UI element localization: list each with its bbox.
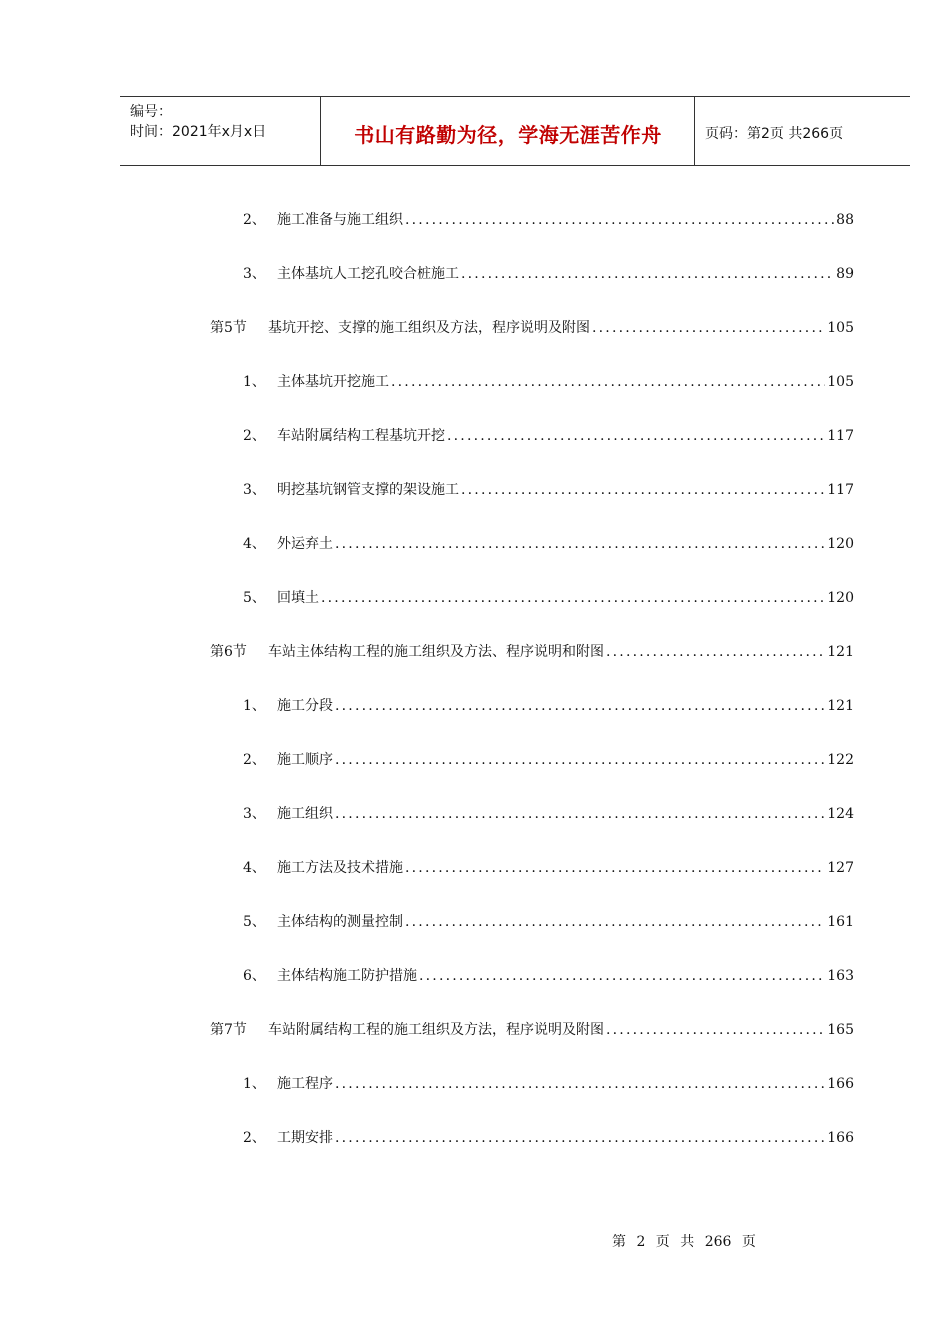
toc-entry[interactable] [243,533,854,553]
toc-entry-title: 基坑开挖、支撑的施工组织及方法，程序说明及附图 [268,320,590,336]
toc-entry-number: 第7节 [210,1022,247,1038]
toc-leader-dots [405,860,825,876]
toc-entry-title: 施工分段 [277,698,333,714]
toc-entry-page: 121 [827,644,854,660]
toc-entry-number: 1、 [243,698,266,714]
toc-entry-number: 第5节 [210,320,247,336]
toc-entry[interactable] [243,1073,854,1093]
toc-section-entry[interactable] [210,641,854,661]
toc-leader-dots [606,1022,825,1038]
motto-text: 书山有路勤为径，学海无涯苦作舟 [354,123,662,147]
toc-entry-title: 施工准备与施工组织 [277,212,403,228]
toc-entry[interactable] [243,749,854,769]
toc-entry-page: 105 [827,320,854,336]
toc-leader-dots [335,752,825,768]
toc-entry[interactable] [243,857,854,877]
toc-leader-dots [592,320,825,336]
toc-entry-page: 166 [827,1130,854,1146]
toc-leader-dots [321,590,825,606]
toc-entry-page: 165 [827,1022,854,1038]
header-motto-cell [321,97,695,165]
toc-entry-page: 105 [827,374,854,390]
toc-entry-page: 120 [827,536,854,552]
toc-entry[interactable] [243,965,854,985]
toc-entry-page: 124 [827,806,854,822]
toc-entry-number: 1、 [243,1076,266,1092]
toc-leader-dots [461,266,834,282]
toc-entry-number: 5、 [243,914,266,930]
toc-entry[interactable] [243,911,854,931]
toc-entry-title: 主体结构施工防护措施 [277,968,417,984]
toc-entry-title: 外运弃土 [277,536,333,552]
toc-entry-number: 3、 [243,806,266,822]
toc-entry-title: 主体基坑开挖施工 [277,374,389,390]
number-label: 编号： [130,104,172,120]
toc-leader-dots [606,644,825,660]
toc-entry-number: 1、 [243,374,266,390]
toc-entry-number: 2、 [243,1130,266,1146]
header-table [120,96,910,166]
toc-entry-page: 121 [827,698,854,714]
header-page-label: 页码：第2页 共266页 [705,126,844,142]
toc-entry-title: 施工顺序 [277,752,333,768]
footer-page-number: 第 2 页 共 266 页 [612,1234,756,1250]
toc-entry-page: 122 [827,752,854,768]
toc-entry-title: 车站主体结构工程的施工组织及方法、程序说明和附图 [268,644,604,660]
toc-entry-number: 2、 [243,212,266,228]
toc-entry-title: 主体基坑人工挖孔咬合桩施工 [277,266,459,282]
toc-leader-dots [335,1076,825,1092]
toc-entry[interactable] [243,371,854,391]
toc-entry[interactable] [243,803,854,823]
toc-entry-page: 89 [836,266,854,282]
toc-leader-dots [405,914,825,930]
toc-leader-dots [447,428,825,444]
toc-entry-number: 5、 [243,590,266,606]
toc-entry[interactable] [243,209,854,229]
toc-leader-dots [391,374,825,390]
toc-entry-number: 6、 [243,968,266,984]
header-page-cell [695,97,910,165]
toc-entry-title: 工期安排 [277,1130,333,1146]
toc-entry-number: 4、 [243,536,266,552]
toc-entry-number: 3、 [243,266,266,282]
toc-entry-title: 明挖基坑钢管支撑的架设施工 [277,482,459,498]
toc-leader-dots [461,482,825,498]
toc-entry-title: 回填土 [277,590,319,606]
toc-entry-title: 施工组织 [277,806,333,822]
toc-leader-dots [335,698,825,714]
toc-section-entry[interactable] [210,1019,854,1039]
toc-entry-number: 第6节 [210,644,247,660]
toc-entry[interactable] [243,479,854,499]
toc-entry-page: 161 [827,914,854,930]
toc-leader-dots [405,212,834,228]
toc-leader-dots [335,806,825,822]
toc-section-entry[interactable] [210,317,854,337]
time-label: 时间：2021年x月x日 [130,124,267,140]
toc-entry-page: 166 [827,1076,854,1092]
toc-entry-title: 施工方法及技术措施 [277,860,403,876]
toc-entry-number: 2、 [243,752,266,768]
toc-entry[interactable] [243,1127,854,1147]
toc-entry[interactable] [243,587,854,607]
toc-entry-number: 3、 [243,482,266,498]
toc-entry-page: 127 [827,860,854,876]
toc-entry[interactable] [243,263,854,283]
toc-entry-page: 120 [827,590,854,606]
header-meta-cell [120,97,321,165]
toc-leader-dots [419,968,825,984]
toc-entry-title: 主体结构的测量控制 [277,914,403,930]
toc-entry-number: 4、 [243,860,266,876]
toc-entry[interactable] [243,425,854,445]
toc-entry-page: 88 [836,212,854,228]
toc-leader-dots [335,1130,825,1146]
toc-entry-number: 2、 [243,428,266,444]
toc-entry[interactable] [243,695,854,715]
toc-entry-title: 施工程序 [277,1076,333,1092]
toc-entry-page: 163 [827,968,854,984]
toc-entry-page: 117 [827,482,854,498]
toc-leader-dots [335,536,825,552]
toc-entry-title: 车站附属结构工程的施工组织及方法，程序说明及附图 [268,1022,604,1038]
toc-entry-title: 车站附属结构工程基坑开挖 [277,428,445,444]
toc-entry-page: 117 [827,428,854,444]
